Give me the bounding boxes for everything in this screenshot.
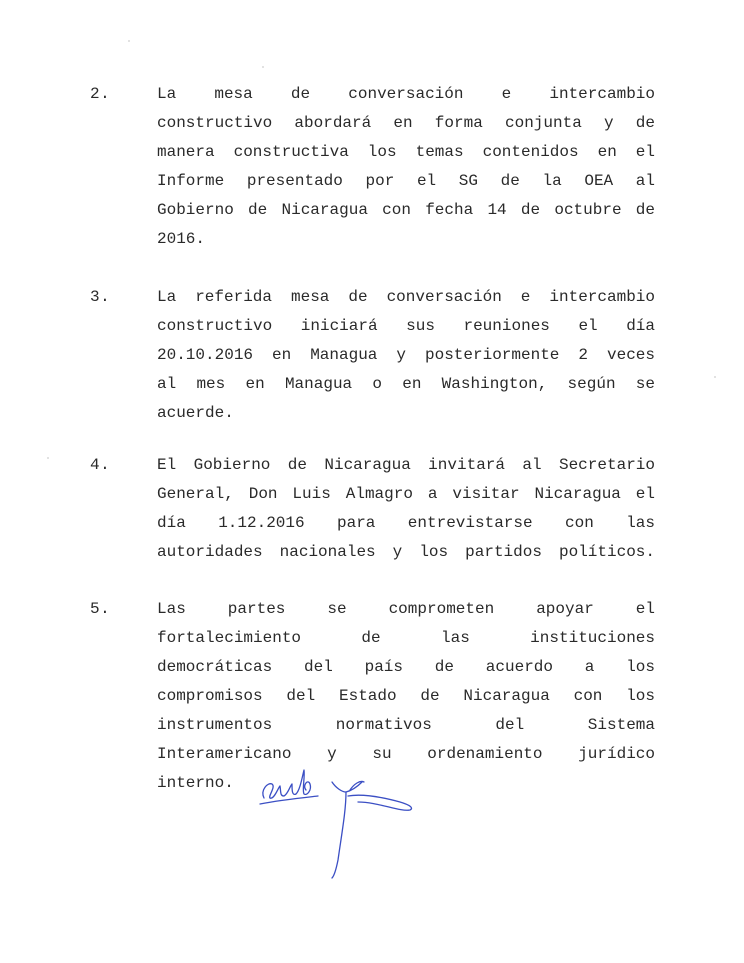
clause-text	[157, 283, 655, 428]
clause-text	[157, 451, 655, 567]
clause-line: instrumentos normativos del Sistema	[157, 716, 655, 734]
scan-speck	[128, 40, 130, 42]
clause-line: día 1.12.2016 para entrevistarse con las	[157, 514, 655, 532]
clause-line: interno.	[157, 774, 234, 792]
clause-text	[157, 80, 655, 254]
clause-line: Interamericano y su ordenamiento jurídico	[157, 745, 655, 763]
clause-line: La referida mesa de conversación e intercambio	[157, 288, 655, 306]
clause-line: constructivo iniciará sus reuniones el día	[157, 317, 655, 335]
clause-number: 4.	[90, 456, 111, 474]
scan-speck	[262, 66, 264, 68]
scan-speck	[47, 457, 49, 459]
clause-line: Las partes se comprometen apoyar el	[157, 600, 655, 618]
clause-line: General, Don Luis Almagro a visitar Nicaragua el	[157, 485, 655, 503]
clause-line: constructivo abordará en forma conjunta y de	[157, 114, 655, 132]
handwritten-signature	[250, 760, 430, 880]
clause-line: al mes en Managua o en Washington, según se	[157, 375, 655, 393]
clause-line: democráticas del país de acuerdo a los	[157, 658, 655, 676]
clause-line: Gobierno de Nicaragua con fecha 14 de octubre de	[157, 201, 655, 219]
clause-line: 20.10.2016 en Managua y posteriormente 2 veces	[157, 346, 655, 364]
clause-line: 2016.	[157, 230, 206, 248]
clause-number: 3.	[90, 288, 111, 306]
clause-line: compromisos del Estado de Nicaragua con los	[157, 687, 655, 705]
clause-line: autoridades nacionales y los partidos políticos.	[157, 543, 655, 561]
clause-number: 2.	[90, 85, 111, 103]
clause-number: 5.	[90, 600, 111, 618]
clause-line: La mesa de conversación e intercambio	[157, 85, 655, 103]
clause-line: manera constructiva los temas contenidos en el	[157, 143, 655, 161]
scan-speck	[714, 376, 716, 378]
clause-line: Informe presentado por el SG de la OEA al	[157, 172, 655, 190]
clause-line: El Gobierno de Nicaragua invitará al Secretario	[157, 456, 655, 474]
clause-line: fortalecimiento de las instituciones	[157, 629, 655, 647]
clause-line: acuerde.	[157, 404, 234, 422]
